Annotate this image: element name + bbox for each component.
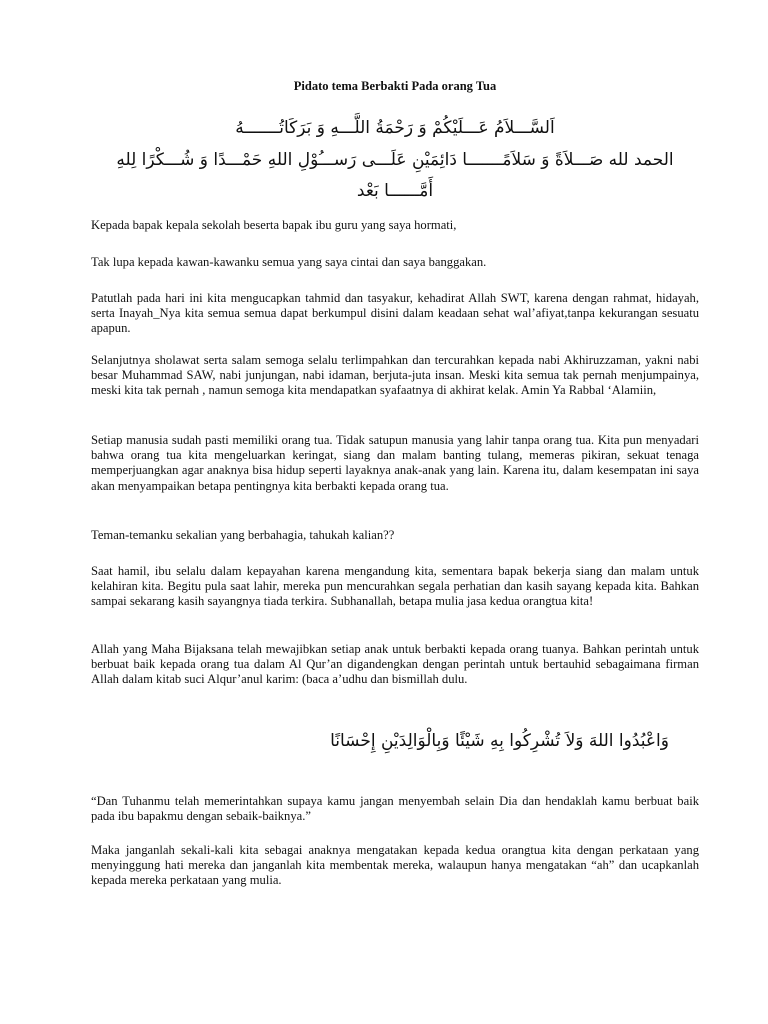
paragraph-tahmid: Patutlah pada hari ini kita mengucapkan tahmid dan tasyakur, kehadirat Allah SWT, karena dengan rahmat, hidayah, serta Inayah_Nya kita semua semua dapat berkumpul disini dalam keadaan sehat wal’afiyat,tanpa kekurangan sesuatu apapun.: [91, 291, 699, 336]
paragraph-respect-parents: Maka janganlah sekali-kali kita sebagai anaknya mengatakan kepada kedua orangtua kita dengan perkataan yang menyinggung hati mereka dan janganlah kita membentak mereka, walaupun hanya mengatakan “ah” dan ucapkanlah kepada mereka perkataan yang mulia.: [91, 843, 699, 888]
arabic-greeting-line: اَلسَّـــلاَمُ عَـــلَيْكُمْ وَ رَحْمَةُ اللَّـــهِ وَ بَرَكَاتُـــــــهُ: [235, 118, 555, 138]
paragraph-allah-command: Allah yang Maha Bijaksana telah mewajibkan setiap anak untuk berbakti kepada orang tuanya. Bahkan perintah untuk berbuat baik kepada orang tua dalam Al Qur’an digandengkan dengan perintah untuk bertauhid sebagaimana firman Allah dalam kitab suci Alqur’anul karim: (baca a’udhu dan bismillah dulu.: [91, 642, 699, 687]
paragraph-question: Teman-temanku sekalian yang berbahagia, tahukah kalian??: [91, 528, 395, 542]
paragraph-greeting-teachers: Kepada bapak kepala sekolah beserta bapak ibu guru yang saya hormati,: [91, 218, 457, 232]
paragraph-greeting-friends: Tak lupa kepada kawan-kawanku semua yang saya cintai dan saya banggakan.: [91, 255, 487, 269]
arabic-ayah-line: وَاعْبُدُوا اللهَ وَلاَ تُشْرِكُوا بِهِ شَيْئًا وَبِالْوَالِدَيْنِ إِحْسَانًا: [330, 731, 669, 751]
arabic-amma-badu-line: أَمَّــــــا بَعْد: [356, 181, 434, 201]
document-title: Pidato tema Berbakti Pada orang Tua: [293, 79, 497, 93]
paragraph-sholawat: Selanjutnya sholawat serta salam semoga selalu terlimpahkan dan tercurahkan kepada nabi Akhiruzzaman, yakni nabi besar Muhammad SAW, nabi junjungan, nabi idaman, berjuta-juta insan. Meski kita semua tak pernah menjumpainya, meski kita tak pernah , namun semoga kita mendapatkan syafaatnya di akhirat kelak. Amin Ya Rabbal ‘Alamiin,: [91, 353, 699, 398]
paragraph-parents-sacrifice: Setiap manusia sudah pasti memiliki orang tua. Tidak satupun manusia yang lahir tanpa orang tua. Kita pun menyadari bahwa orang tua kita mengeluarkan keringat, siang dan malam banting tulang, memeras pikiran, sekuat tenaga memperjuangkan agar anaknya bisa hidup seperti layaknya anak-anak yang lain. Karena itu, dalam kesempatan ini saya akan menyampaikan betapa pentingnya kita berbakti kepada orang tua.: [91, 433, 699, 493]
arabic-praise-line: الحمد لله صَـــلاَةً وَ سَلاَمًـــــــا دَائِمَيْنِ عَلَـــى رَســـُوْلِ اللهِ حَمْـــدًا وَ شُـــكْرًا لِلهِ: [116, 150, 674, 170]
paragraph-mother-father: Saat hamil, ibu selalu dalam kepayahan karena mengandung kita, sementara bapak bekerja siang dan malam untuk kelahiran kita. Begitu pula saat lahir, mereka pun mencurahkan segala perhatian dan kasih sayang kepada kita. Bahkan sampai sekarang kasih sayangnya tiada terkira. Subhanallah, betapa mulia jasa kedua orangtua kita!: [91, 564, 699, 609]
paragraph-ayah-translation: “Dan Tuhanmu telah memerintahkan supaya kamu jangan menyembah selain Dia dan hendaklah kamu berbuat baik pada ibu bapakmu dengan sebaik-baiknya.”: [91, 794, 699, 824]
document-page: [91, 0, 699, 1024]
